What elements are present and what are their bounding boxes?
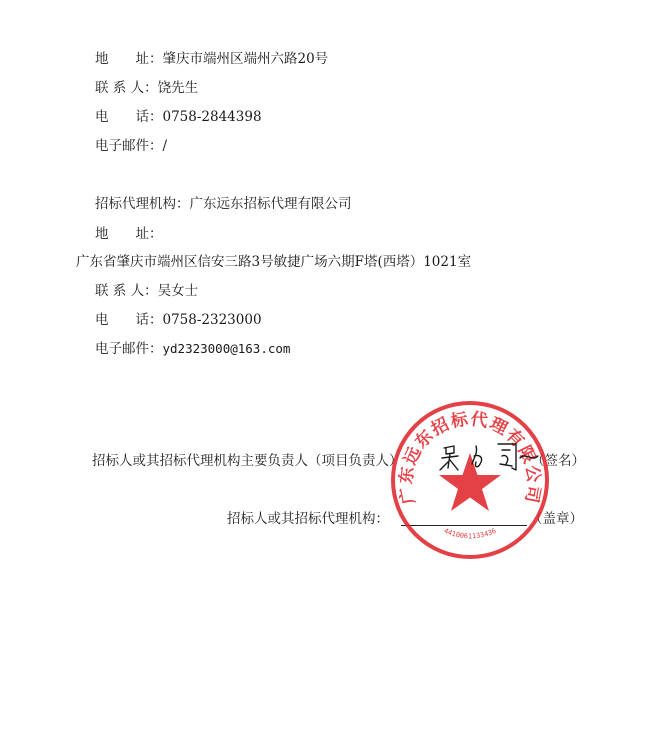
agency-email-label: 电子邮件： <box>95 341 163 357</box>
agency-email-value: yd2323000@163.com <box>162 341 291 356</box>
sign-suffix: （签名） <box>531 453 585 469</box>
agency-address-value: 广东省肇庆市端州区信安三路3号敏捷广场六期F塔(西塔）1021室 <box>76 254 472 270</box>
tenderer-email-label: 电子邮件： <box>95 138 163 154</box>
tenderer-contact-label: 联 系 人： <box>95 80 158 96</box>
agency-contact-label: 联 系 人： <box>95 283 158 299</box>
tenderer-address-row <box>95 50 328 68</box>
seal-ring-text: 广东远东招标代理有限公司 <box>396 409 544 506</box>
agency-phone-value: 0758-2323000 <box>162 312 262 328</box>
tenderer-contact-value: 饶先生 <box>157 80 199 96</box>
tenderer-email-row <box>95 137 167 155</box>
agency-email-row <box>95 340 290 358</box>
tenderer-phone-label: 电 话： <box>95 109 163 125</box>
seal-suffix: （盖章） <box>529 511 583 527</box>
responsible-person-row <box>92 452 403 470</box>
tenderer-phone-row <box>95 108 262 126</box>
agency-address-label: 地 址： <box>95 226 163 242</box>
responsible-person-text: 招标人或其招标代理机构主要负责人（项目负责人） <box>92 453 403 469</box>
agency-contact-value: 吴女士 <box>157 283 199 299</box>
agency-name-row <box>95 195 352 213</box>
tenderer-email-value: / <box>162 138 168 154</box>
agency-name-label: 招标代理机构： <box>95 196 190 212</box>
tenderer-contact-row <box>95 79 198 97</box>
tenderer-phone-value: 0758-2844398 <box>162 109 262 125</box>
agency-contact-row <box>95 282 198 300</box>
official-seal-stamp <box>388 398 552 562</box>
tenderer-address-value: 肇庆市端州区端州六路20号 <box>162 51 329 67</box>
org-text: 招标人或其招标代理机构： <box>227 511 389 527</box>
handwritten-signature <box>436 440 546 476</box>
agency-phone-row <box>95 311 262 329</box>
org-row <box>227 510 389 528</box>
agency-name-value: 广东远东招标代理有限公司 <box>189 196 352 212</box>
tenderer-address-label: 地 址： <box>95 51 163 67</box>
agency-phone-label: 电 话： <box>95 312 163 328</box>
seal-number-text: 4410061133436 <box>442 526 498 541</box>
agency-address-row <box>95 225 163 243</box>
